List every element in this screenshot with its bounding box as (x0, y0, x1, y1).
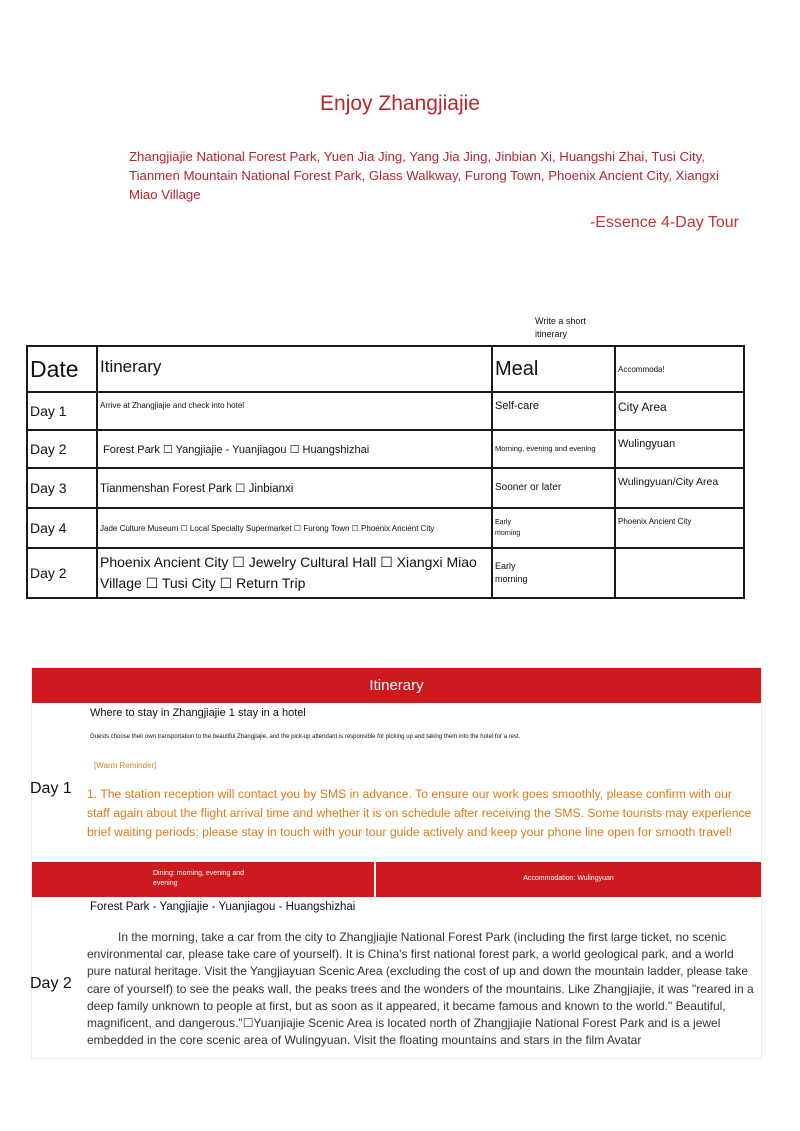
row-accommodation: Phoenix Ancient City (615, 508, 744, 548)
header-itinerary: Itinerary (97, 346, 492, 392)
day1-reminder: 1. The station reception will contact you by SMS in advance. To ensure our work goes smoothly, please confirm with our staff again about the flight arrival time and whether it is on schedule after receiving the SMS. Some tourists may experience brief waiting periods; please stay in touch with your tour guide actively and keep your phone line open for smooth travel! (87, 787, 752, 839)
day1-guests: Guests choose their own transportation to the beautiful Zhangjiajie, and the pick-up attendant is responsible for picking up and taking them into the hotel for a rest. (90, 734, 521, 740)
row-accommodation: Wulingyuan (615, 430, 744, 468)
row-meal: Self-care (492, 392, 615, 430)
table-row (27, 508, 744, 548)
dining-bar (32, 862, 374, 897)
day2-description (87, 929, 755, 1049)
row-itinerary: Forest Park ☐ Yangjiajie - Yuanjiagou ☐ Huangshizhai (97, 430, 492, 468)
row-meal: Morning, evening and evening (492, 430, 615, 468)
row-meal: Early morning (492, 508, 615, 548)
row-meal: Sooner or later (492, 468, 615, 508)
header-accommodation: Accommoda! (615, 346, 744, 392)
row-date: Day 1 (27, 392, 97, 430)
row-accommodation: Wulingyuan/City Area (615, 468, 744, 508)
itinerary-section (31, 667, 762, 1059)
day2-label: Day 2 (30, 975, 72, 992)
warm-reminder-label: [Warm Reminder] (94, 761, 157, 770)
row-date: Day 2 (27, 430, 97, 468)
table-header-row (27, 346, 744, 392)
row-date: Day 4 (27, 508, 97, 548)
tour-name: -Essence 4-Day Tour (589, 214, 739, 231)
table-row (27, 430, 744, 468)
row-itinerary: Arrive at Zhangjiajie and check into hotel (97, 392, 492, 430)
header-date: Date (27, 346, 97, 392)
row-date: Day 3 (27, 468, 97, 508)
row-meal: Early morning (492, 548, 615, 598)
day1-accommodation: Accommodation: Wulingyuan (523, 875, 614, 882)
row-itinerary: Jade Culture Museum ☐ Local Specialty Supermarket ☐ Furong Town ☐ Phoenix Ancient City (97, 508, 492, 548)
row-accommodation (615, 548, 744, 598)
attractions-list: Zhangjiajie National Forest Park, Yuen Jia Jing, Yang Jia Jing, Jinbian Xi, Huangshi Zhai, Tusi City, Tianmen Mountain National Forest Park, Glass Walkway, Furong Town, Phoenix Ancient City, Xiangxi Miao Village (129, 149, 719, 202)
itinerary-note: Write a short itinerary (535, 316, 586, 339)
row-itinerary: Tianmenshan Forest Park ☐ Jinbianxi (97, 468, 492, 508)
accommodation-bar (376, 862, 761, 897)
row-date: Day 2 (27, 548, 97, 598)
row-itinerary: Phoenix Ancient City ☐ Jewelry Cultural Hall ☐ Xiangxi Miao Village ☐ Tusi City ☐ Return Trip (97, 548, 492, 598)
day2-description-text: In the morning, take a car from the city to Zhangjiajie National Forest Park (including the first large ticket, no scenic environmental car, please take care of yourself). It is China's first national forest park, a world geological park, and a world pure natural heritage. Visit the Yangjiayuan Scenic Area (excluding the cost of up and down the mountain ladder, please take care of yourself) to see the peaks wall, the peaks trees and the wonders of the mountains. Like Zhangjiajie, it was "reared in a deep family unknown to people at first, but as soon as it appeared, it became famous and known to the world." Beautiful, magnificent, and dangerous."☐Yuanjiajie Scenic Area is located north of Zhangjiajie National Forest Park and is a jewel embedded in the core scenic area of Wulingyuan. Visit the floating mountains and stars in the film Avatar (87, 930, 754, 1048)
table-row (27, 468, 744, 508)
itinerary-heading: Itinerary (32, 668, 761, 703)
day1-label: Day 1 (30, 780, 72, 797)
schedule-table (26, 345, 745, 599)
day1-dining: Dining: morning, evening and evening (153, 870, 245, 887)
day1-stay: Where to stay in Zhangjiajie 1 stay in a hotel (90, 707, 306, 719)
table-row (27, 548, 744, 598)
table-row (27, 392, 744, 430)
page-title: Enjoy Zhangjiajie (320, 92, 480, 115)
header-meal: Meal (492, 346, 615, 392)
row-accommodation: City Area (615, 392, 744, 430)
day2-route: Forest Park - Yangjiajie - Yuanjiagou - Huangshizhai (90, 901, 356, 913)
